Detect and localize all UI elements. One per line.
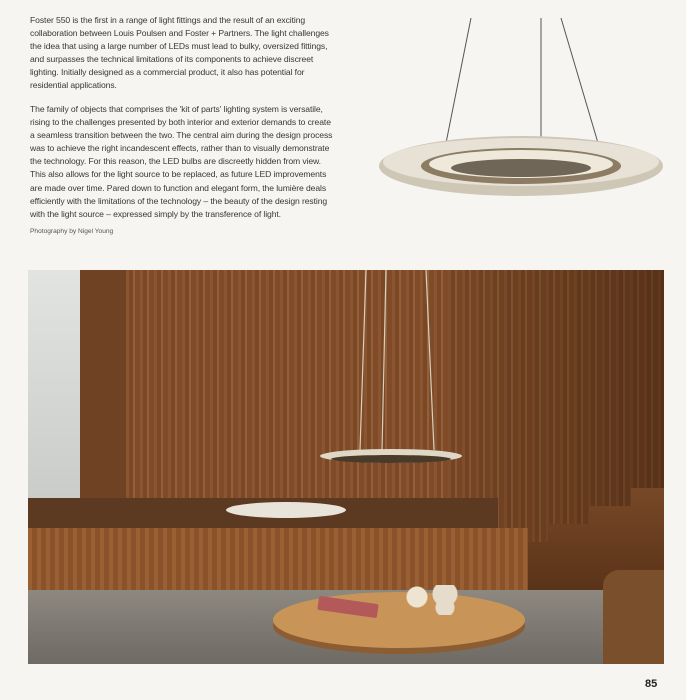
text-line: are made over time. Pared down to function and elegant form, the lumière deals bbox=[30, 182, 327, 193]
pendant-lamp bbox=[318, 270, 468, 470]
text-line: with the light source – expressed simply by the transference of light. bbox=[30, 208, 281, 219]
sheepskin bbox=[226, 502, 346, 518]
text-line: a seamless transition between the two. The central aim during the design process bbox=[30, 130, 333, 141]
bench-base bbox=[28, 528, 528, 590]
interior-photo bbox=[28, 270, 664, 664]
coffee-table bbox=[273, 592, 525, 648]
text-line: and surpasses the technical limitations of its components to achieve discreet bbox=[30, 54, 314, 65]
body-paragraph bbox=[30, 103, 332, 221]
text-line: The family of objects that comprises the 'kit of parts' lighting system is versatile, bbox=[30, 104, 323, 114]
text-line: the idea that using a large number of LEDs must lead to bulky, oversized fittings, bbox=[30, 41, 328, 52]
text-line: was to achieve the right incandescent effects, rather than to visually demonstrate bbox=[30, 143, 330, 154]
intro-paragraph bbox=[30, 14, 329, 93]
text-line: the technology. For this reason, the LED bulbs are discreetly hidden from view. bbox=[30, 156, 321, 167]
bowls bbox=[403, 585, 473, 615]
text-line: rising to the challenges presented by both interior and exterior demands to create bbox=[30, 117, 331, 128]
text-line: This also allows for the light source to be replaced, as future LED improvements bbox=[30, 169, 327, 180]
side-chair bbox=[603, 570, 664, 664]
text-line: lighting. Initially designed as a commercial product, it also has potential for bbox=[30, 67, 305, 78]
photo-credit: Photography by Nigel Young bbox=[30, 228, 114, 235]
window-frame bbox=[80, 270, 126, 500]
text-line: residential applications. bbox=[30, 80, 117, 91]
text-line: collaboration between Louis Poulsen and Foster + Partners. The light challenges bbox=[30, 28, 329, 39]
text-line: Foster 550 is the first in a range of light fittings and the result of an exciting bbox=[30, 15, 306, 25]
pendant-lamp-product-image bbox=[376, 18, 666, 203]
window bbox=[28, 270, 86, 500]
text-line: efficiently with the limitations of the technology – the beauty of the design resting bbox=[30, 195, 328, 206]
page-number: 85 bbox=[645, 678, 658, 690]
